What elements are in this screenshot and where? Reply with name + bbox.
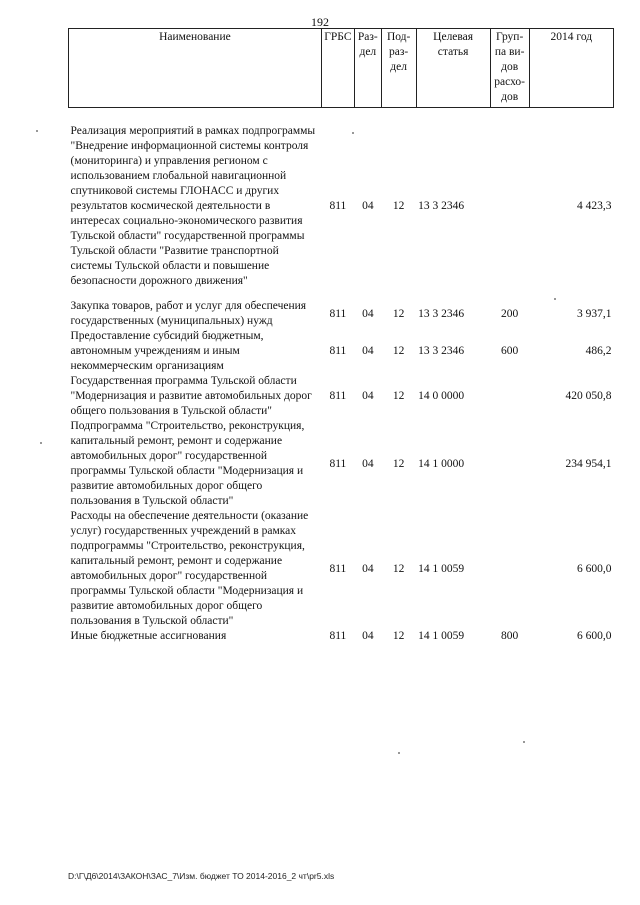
row-group: 200 — [501, 307, 519, 320]
row-amount: 4 423,3 — [577, 200, 612, 212]
scan-speck — [40, 442, 42, 444]
header-razdel — [354, 29, 381, 108]
row-amount: 6 600,0 — [577, 630, 612, 642]
row-podrazdel: 12 — [392, 307, 405, 320]
row-podrazdel: 12 — [392, 457, 405, 470]
row-target: 13 3 2346 — [418, 345, 465, 357]
row-name: Реализация мероприятий в рамках подпрограммы "Внедрение информационной системы контроля (мониторинга) и управления регионом с использованием глобальной навигационной спутниковой системы ГЛОНАСС и других результатов космической деятельности в интересах социально-экономического развития Тульской области" государственной программы Тульской области "Развитие транспортной системы Тульской области и повышение безопасности дорожного движения" — [70, 125, 316, 287]
row-target: 13 3 2346 — [418, 307, 465, 320]
row-razdel: 04 — [362, 390, 374, 402]
header-target-label: Целевая статья — [433, 31, 474, 58]
header-year — [529, 29, 613, 108]
scan-speck — [398, 752, 400, 754]
row-grbs: 811 — [329, 457, 347, 470]
row-name: Предоставление субсидий бюджетным, автономным учреждениям и иным некоммерческим организациям — [70, 330, 264, 372]
row-razdel: 04 — [362, 200, 374, 212]
row-group — [490, 419, 529, 509]
scan-speck — [36, 130, 38, 132]
header-podrazdel-label: Под- раз- дел — [386, 31, 411, 73]
row-name: Закупка товаров, работ и услуг для обеспечения государственных (муниципальных) нужд — [70, 300, 307, 327]
row-name: Расходы на обеспечение деятельности (оказание услуг) государственных учреждений в рамках подпрограммы "Строительство, реконструкция, капитальный ремонт, ремонт и содержание автомобильных дорог" государственной программы Тульской области "Модернизация и развитие автомобильных дорог общего пользования в Тульской области" — [70, 510, 309, 627]
row-target: 14 1 0059 — [418, 562, 465, 575]
row-grbs: 811 — [329, 562, 347, 575]
row-grbs: 811 — [329, 390, 347, 402]
row-podrazdel: 12 — [392, 345, 405, 357]
scan-speck — [523, 741, 525, 743]
header-group — [490, 29, 529, 108]
row-razdel: 04 — [362, 562, 374, 575]
table-row — [69, 419, 614, 509]
row-podrazdel: 12 — [392, 630, 405, 642]
row-podrazdel: 12 — [392, 200, 405, 212]
row-group — [490, 124, 529, 289]
row-target: 14 1 0059 — [418, 630, 465, 642]
header-razdel-label: Раз- дел — [357, 31, 378, 58]
table-header-row — [69, 29, 614, 108]
row-amount: 420 050,8 — [565, 390, 612, 402]
page-number: 192 — [311, 15, 329, 29]
row-target: 14 0 0000 — [418, 390, 465, 402]
row-target: 13 3 2346 — [418, 200, 465, 212]
row-razdel: 04 — [362, 457, 374, 470]
row-group — [490, 509, 529, 629]
row-amount: 3 937,1 — [577, 307, 612, 320]
row-target: 14 1 0000 — [418, 457, 465, 470]
header-grbs — [321, 29, 354, 108]
header-target — [416, 29, 490, 108]
table-row — [69, 299, 614, 329]
table-row — [69, 629, 614, 644]
row-grbs: 811 — [329, 307, 347, 320]
row-podrazdel: 12 — [392, 562, 405, 575]
row-razdel: 04 — [362, 630, 374, 642]
header-podrazdel — [381, 29, 416, 108]
table-row — [69, 329, 614, 374]
row-amount: 234 954,1 — [565, 457, 612, 470]
table-row — [69, 509, 614, 629]
row-name: Подпрограмма "Строительство, реконструкция, капитальный ремонт, ремонт и содержание автомобильных дорог" государственной программы Тульской области "Модернизация и развитие автомобильных дорог общего пользования в Тульской области" — [70, 420, 305, 507]
budget-table — [68, 28, 614, 644]
header-year-label: 2014 год — [550, 31, 593, 43]
row-razdel: 04 — [362, 345, 374, 357]
header-grbs-label: ГРБС — [324, 31, 352, 43]
row-name: Государственная программа Тульской области "Модернизация и развитие автомобильных дорог общего пользования в Тульской области" — [70, 375, 312, 417]
row-podrazdel: 12 — [392, 390, 405, 402]
scan-speck — [554, 298, 556, 300]
row-group: 800 — [501, 630, 519, 642]
row-razdel: 04 — [362, 307, 374, 320]
row-amount: 486,2 — [585, 345, 612, 357]
table-row — [69, 124, 614, 289]
row-group — [490, 374, 529, 419]
header-name-label: Наименование — [159, 31, 231, 43]
table-row — [69, 374, 614, 419]
row-group: 600 — [501, 345, 519, 357]
row-grbs: 811 — [329, 630, 347, 642]
file-path-footer: D:\Г\Д6\2014\ЗАКОН\ЗАС_7\Изм. бюджет ТО 2014-2016_2 чт\pr5.xls — [68, 871, 335, 881]
row-amount: 6 600,0 — [577, 562, 612, 575]
header-name — [69, 29, 322, 108]
header-group-label: Груп- па ви- дов расхо- дов — [494, 31, 525, 103]
row-name: Иные бюджетные ассигнования — [70, 630, 227, 642]
scan-speck — [352, 132, 354, 134]
row-grbs: 811 — [329, 200, 347, 212]
row-grbs: 811 — [329, 345, 347, 357]
